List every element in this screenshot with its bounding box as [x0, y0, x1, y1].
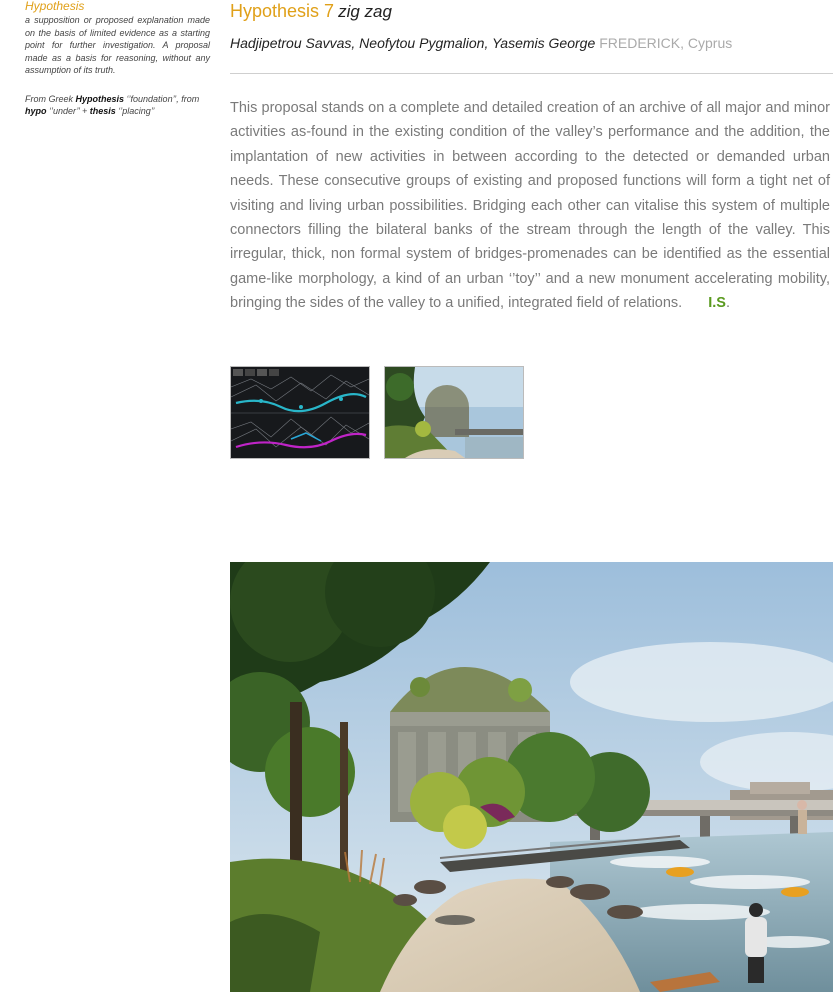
definition-sidebar: [25, 0, 210, 118]
author-initials: I.S: [708, 295, 726, 312]
etymology-prefix: From Greek: [25, 93, 76, 104]
plan-diagram-image: [231, 367, 369, 458]
etymology-word: Hypothesis: [75, 93, 125, 104]
etymology-meaning-3: ‘’placing’’: [115, 106, 155, 116]
paragraph-text: This proposal stands on a complete and detailed creation of an archive of all major and minor activities as-found in the existing condition of the valley’s performance and the addition, the implantation of new activities in between according to the detected or demanded urban needs. These consecutive groups of existing and proposed functions will form a tight net of visiting and living urban possibilities. Bridging each other can vitalise this system of multiple connectors filling the bilateral banks of the stream through the length of the valley. This irregular, thick, non formal system of bridges-promenades can be identified as the essential game-like morphology, a kind of an urban ‘’toy’’ and a new monument accelerating mobility, bringing the sides of the valley to a unified, integrated field of relations.: [230, 100, 830, 312]
riverside-park-render: [230, 562, 833, 992]
body-paragraph: [230, 96, 830, 316]
river-render-thumbnail-image: [385, 367, 523, 458]
affiliation: FREDERICK, Cyprus: [599, 35, 733, 51]
etymology-meaning-2: ‘’under’’ +: [46, 106, 90, 116]
title-text: Hypothesis 7: [230, 1, 335, 21]
sidebar-title: Hypothesis: [25, 0, 85, 13]
author-names: Hadjipetrou Savvas, Neofytou Pygmalion, Yasemis George: [230, 35, 596, 51]
etymology-root-2: thesis: [89, 106, 116, 116]
article-header: [230, 0, 830, 51]
paragraph-end: .: [725, 295, 730, 312]
article-title: [230, 0, 830, 23]
header-divider: [230, 73, 833, 74]
thumbnail-river-render[interactable]: [384, 366, 524, 459]
sidebar-etymology: [25, 93, 210, 118]
title-subtitle: zig zag: [338, 2, 392, 21]
sidebar-definition: a supposition or proposed explanation made on the basis of limited evidence as a starting point for further investigation. A proposal made as a basis for reasoning, without any assumption of its truth.: [25, 15, 210, 75]
main-render-image: [230, 562, 833, 992]
authors-line: [230, 33, 732, 53]
thumbnail-plan-diagram[interactable]: [230, 366, 370, 459]
etymology-meaning-1: ‘’foundation’’, from: [124, 93, 200, 104]
etymology-root-1: hypo: [25, 106, 47, 116]
